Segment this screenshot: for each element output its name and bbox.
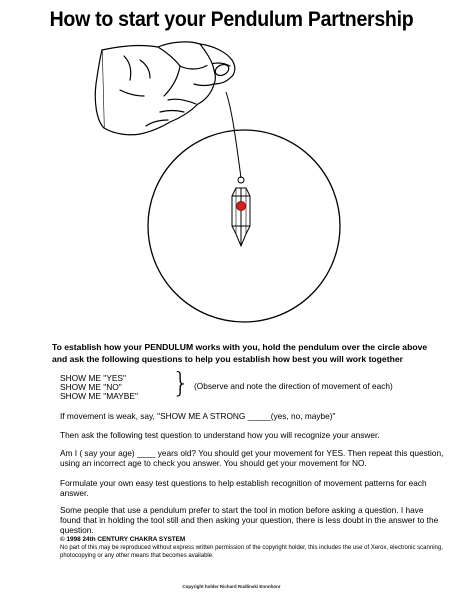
test-question-text: Then ask the following test question to understand how you will recognize your answer.	[60, 430, 380, 440]
show-me-brace: }	[172, 366, 190, 399]
age-question-text: Am I ( say your age) ____ years old? You should get your movement for YES. Then repeat this question, using an incorrect age to check you answer. You should get your movement for NO.	[60, 448, 444, 468]
show-me-note: (Observe and note the direction of movement of each)	[194, 381, 393, 391]
intro-line-2: and ask the following questions to help you establish how best you will work together	[52, 354, 403, 364]
weak-movement-text: If movement is weak, say, "SHOW ME A STRONG _____(yes, no, maybe)"	[60, 411, 336, 421]
crystal-center-gem	[237, 202, 246, 211]
show-me-yes: SHOW ME "YES"	[60, 373, 126, 383]
copyright-line: © 1998 24th CENTURY CHAKRA SYSTEM	[60, 536, 186, 543]
show-me-maybe: SHOW ME "MAYBE"	[60, 391, 138, 401]
some-people-text: Some people that use a pendulum prefer to start the tool in motion before asking a question. I have found that in holding the tool still and then asking your question, there is less doubt in the answer to the question.	[60, 505, 439, 535]
pendulum-string	[226, 92, 241, 178]
crystal-pendulum-icon	[232, 177, 250, 246]
page-title: How to start your Pendulum Partnership	[49, 8, 414, 31]
intro-line-1: To establish how your PENDULUM works with you, hold the pendulum over the circle above	[52, 342, 428, 352]
show-me-no: SHOW ME "NO"	[60, 382, 122, 392]
hand-icon	[95, 42, 235, 135]
copyright-holder-credit: Copyright holder Richard Rudlinski Ennnhonr	[182, 584, 281, 589]
formulate-text: Formulate your own easy test questions to help establish recognition of movement patterns for each answer.	[60, 478, 427, 498]
legal-notice: No part of this may be reproduced without express written permission of the copyright holder, this includes the use of Xerox, electronic scanning, photocopying or any other means that becomes available.	[60, 545, 443, 559]
